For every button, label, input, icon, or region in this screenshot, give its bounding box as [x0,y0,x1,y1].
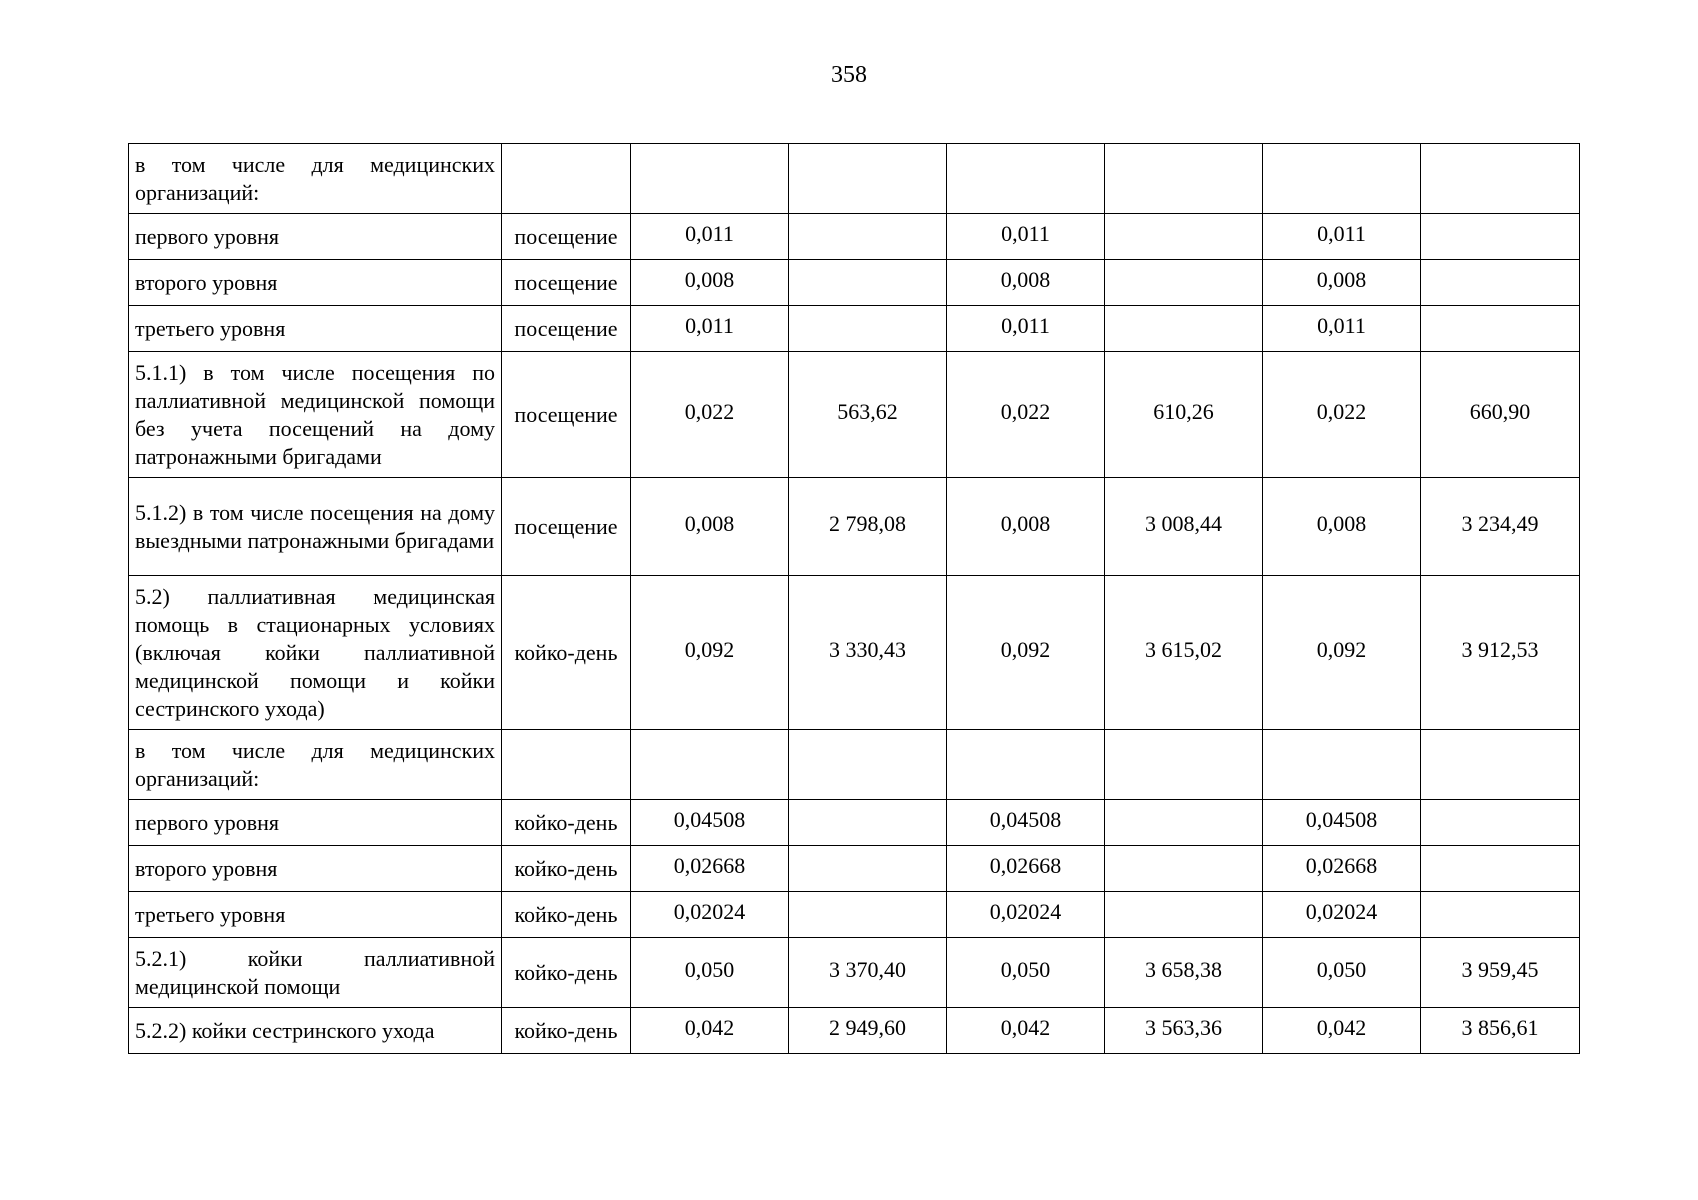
value-cell [947,800,1105,846]
unit-cell [502,730,631,800]
unit-cell: посещение [502,214,631,260]
value-cell [789,892,947,938]
value-text: 0,092 [684,636,735,662]
page-number: 358 [831,62,867,88]
value-cell [1105,306,1263,352]
value-text: 3 615,02 [1145,636,1222,662]
value-cell [1105,478,1263,576]
value-text: 0,008 [1316,510,1367,536]
value-text: 0,008 [1316,266,1367,292]
value-text: 0,02668 [673,852,746,878]
value-text: 3 234,49 [1461,510,1539,536]
value-cell [1421,144,1580,214]
row-label: третьего уровня [129,892,502,938]
value-cell [1421,260,1580,306]
value-text: 0,04508 [1305,806,1378,832]
value-cell [631,306,789,352]
value-text: 2 949,60 [829,1014,906,1040]
value-cell [1105,214,1263,260]
table-row [129,846,1580,892]
value-cell [947,576,1105,730]
value-cell [789,144,947,214]
data-table [128,143,1580,1054]
value-cell [1421,730,1580,800]
value-cell [947,938,1105,1008]
value-text: 0,02024 [989,898,1062,924]
table-row [129,730,1580,800]
value-cell [1105,730,1263,800]
value-cell [947,144,1105,214]
row-label: 5.1.2) в том числе посещения на дому выездными патронажными бригадами [129,478,502,576]
value-text: 0,050 [1316,956,1367,982]
value-text: 0,022 [1316,398,1367,424]
unit-cell: койко-день [502,576,631,730]
unit-cell: посещение [502,260,631,306]
row-label: первого уровня [129,214,502,260]
value-text: 563,62 [837,398,898,424]
value-text: 0,011 [685,312,734,338]
value-cell [1105,892,1263,938]
value-cell [789,1008,947,1054]
value-text: 0,008 [684,510,735,536]
value-text: 0,050 [684,956,735,982]
value-text: 3 330,43 [829,636,906,662]
value-text: 0,02668 [989,852,1062,878]
table-row [129,352,1580,478]
row-label: в том числе для медицинских организаций: [129,730,502,800]
value-text: 0,042 [1000,1014,1051,1040]
value-text: 3 008,44 [1145,510,1222,536]
value-text: 0,050 [1000,956,1051,982]
value-cell [1105,800,1263,846]
value-cell [1421,352,1580,478]
value-cell [789,730,947,800]
value-cell [631,1008,789,1054]
table-row [129,214,1580,260]
unit-cell: койко-день [502,1008,631,1054]
value-text: 0,042 [684,1014,735,1040]
row-label: первого уровня [129,800,502,846]
row-label: 5.2) паллиативная медицинская помощь в стационарных условиях (включая койки паллиативной медицинской помощи и койки сестринского ухода) [129,576,502,730]
table-body [129,144,1580,1054]
value-cell [947,892,1105,938]
value-text: 3 658,38 [1145,956,1222,982]
table-row [129,800,1580,846]
value-text: 0,008 [1000,266,1051,292]
value-text: 0,011 [1001,220,1050,246]
value-text: 3 563,36 [1145,1014,1222,1040]
value-cell [789,260,947,306]
table-row [129,306,1580,352]
value-cell [947,1008,1105,1054]
table-row [129,260,1580,306]
value-text: 660,90 [1469,398,1531,424]
value-text: 0,02024 [673,898,746,924]
value-cell [1421,846,1580,892]
value-cell [789,800,947,846]
unit-cell: посещение [502,306,631,352]
value-text: 0,011 [1317,312,1366,338]
unit-cell: посещение [502,478,631,576]
value-cell [1421,576,1580,730]
value-text: 0,022 [1000,398,1051,424]
value-cell [1263,306,1421,352]
value-cell [1105,1008,1263,1054]
value-cell [1263,214,1421,260]
row-label: в том числе для медицинских организаций: [129,144,502,214]
value-cell [631,846,789,892]
table-row [129,478,1580,576]
value-cell [947,306,1105,352]
value-cell [631,730,789,800]
value-cell [631,478,789,576]
unit-cell: койко-день [502,846,631,892]
table-row [129,144,1580,214]
unit-cell [502,144,631,214]
table-row [129,938,1580,1008]
value-cell [1105,260,1263,306]
row-label: второго уровня [129,260,502,306]
value-cell [1421,306,1580,352]
value-text: 0,04508 [989,806,1062,832]
value-text: 0,011 [685,220,734,246]
value-cell [1263,478,1421,576]
value-cell [947,352,1105,478]
value-cell [1105,576,1263,730]
value-cell [1105,938,1263,1008]
value-text: 0,011 [1001,312,1050,338]
value-cell [1263,846,1421,892]
table-row [129,576,1580,730]
value-cell [1263,938,1421,1008]
value-cell [1105,846,1263,892]
value-text: 3 856,61 [1461,1014,1539,1040]
value-text: 3 959,45 [1461,956,1539,982]
value-cell [1263,576,1421,730]
value-cell [789,214,947,260]
value-cell [1263,1008,1421,1054]
value-cell [947,260,1105,306]
table-row [129,1008,1580,1054]
value-cell [789,352,947,478]
value-cell [947,214,1105,260]
value-cell [1263,260,1421,306]
value-cell [1263,352,1421,478]
value-text: 0,022 [684,398,735,424]
value-cell [789,938,947,1008]
table-row [129,892,1580,938]
value-cell [1421,938,1580,1008]
row-label: третьего уровня [129,306,502,352]
unit-cell: посещение [502,352,631,478]
value-text: 0,02668 [1305,852,1378,878]
value-cell [1421,478,1580,576]
unit-cell: койко-день [502,892,631,938]
value-cell [631,260,789,306]
value-cell [631,892,789,938]
value-cell [631,800,789,846]
value-text: 610,26 [1153,398,1214,424]
row-label: второго уровня [129,846,502,892]
row-label: 5.1.1) в том числе посещения по паллиативной медицинской помощи без учета посещений на дому патронажными бригадами [129,352,502,478]
value-text: 0,042 [1316,1014,1367,1040]
value-cell [789,576,947,730]
value-cell [1105,144,1263,214]
value-text: 3 912,53 [1461,636,1539,662]
unit-cell: койко-день [502,800,631,846]
value-text: 0,092 [1000,636,1051,662]
value-cell [1421,1008,1580,1054]
value-text: 0,02024 [1305,898,1378,924]
value-cell [631,144,789,214]
value-cell [1421,800,1580,846]
unit-cell: койко-день [502,938,631,1008]
value-text: 0,008 [684,266,735,292]
value-cell [789,846,947,892]
value-cell [947,730,1105,800]
value-cell [1263,730,1421,800]
row-label: 5.2.2) койки сестринского ухода [129,1008,502,1054]
value-text: 0,04508 [673,806,746,832]
value-cell [631,576,789,730]
value-text: 3 370,40 [829,956,906,982]
value-cell [789,478,947,576]
value-cell [1263,800,1421,846]
value-cell [947,478,1105,576]
value-cell [947,846,1105,892]
value-text: 0,008 [1000,510,1051,536]
value-text: 2 798,08 [829,510,906,536]
value-cell [631,352,789,478]
value-cell [631,938,789,1008]
value-cell [1421,892,1580,938]
row-label: 5.2.1) койки паллиативной медицинской помощи [129,938,502,1008]
value-cell [1105,352,1263,478]
value-cell [1421,214,1580,260]
value-cell [789,306,947,352]
value-text: 0,011 [1317,220,1366,246]
value-text: 0,092 [1316,636,1367,662]
value-cell [1263,144,1421,214]
value-cell [631,214,789,260]
value-cell [1263,892,1421,938]
